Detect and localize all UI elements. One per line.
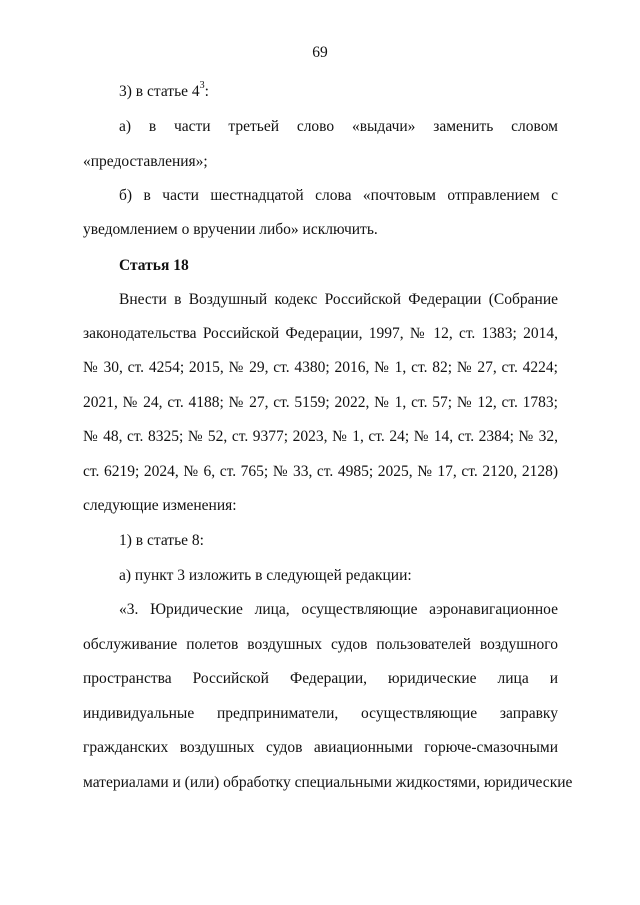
paragraph-line: а) в части третьей слово «выдачи» заменить словом (119, 118, 558, 135)
list-item-article-4-3: 3) в статье $4^3$: (119, 79, 209, 100)
paragraph-line: уведомлением о вручении либо» исключить. (83, 221, 378, 238)
quoted-paragraph-line: «3. Юридические лица, осуществляющие аэронавигационное (119, 601, 558, 618)
paragraph-line: законодательства Российской Федерации, 1997, № 12, ст. 1383; 2014, (83, 325, 558, 342)
superscript: 3 (199, 79, 205, 91)
list-item: а) пункт 3 изложить в следующей редакции: (119, 567, 412, 584)
quoted-paragraph-line: обслуживание полетов воздушных судов пользователей воздушного (83, 636, 558, 653)
paragraph-line: № 30, ст. 4254; 2015, № 29, ст. 4380; 2016, № 1, ст. 82; № 27, ст. 4224; (83, 359, 558, 376)
paragraph-line: б) в части шестнадцатой слова «почтовым отправлением с (119, 187, 558, 204)
paragraph-line: 2021, № 24, ст. 4188; № 27, ст. 5159; 2022, № 1, ст. 57; № 12, ст. 1783; (83, 394, 558, 411)
article-heading: Статья 18 (119, 257, 189, 274)
page-number: 69 (312, 44, 328, 61)
quoted-paragraph-line: гражданских воздушных судов авиационными горюче-смазочными (83, 739, 558, 756)
quoted-paragraph-line: индивидуальные предприниматели, осуществляющие заправку (83, 705, 558, 722)
paragraph-line: «предоставления»; (83, 153, 208, 170)
paragraph-line: № 48, ст. 8325; № 52, ст. 9377; 2023, № 1, ст. 24; № 14, ст. 2384; № 32, (83, 428, 558, 445)
quoted-paragraph-line: пространства Российской Федерации, юридические лица и (83, 670, 558, 687)
paragraph-line: следующие изменения: (83, 497, 237, 514)
quoted-paragraph-line: материалами и (или) обработку специальными жидкостями, юридические (83, 774, 573, 791)
paragraph-line: ст. 6219; 2024, № 6, ст. 765; № 33, ст. 4985; 2025, № 17, ст. 2120, 2128) (83, 463, 558, 480)
paragraph-line: Внести в Воздушный кодекс Российской Федерации (Собрание (119, 291, 558, 308)
list-item: 1) в статье 8: (119, 532, 204, 549)
